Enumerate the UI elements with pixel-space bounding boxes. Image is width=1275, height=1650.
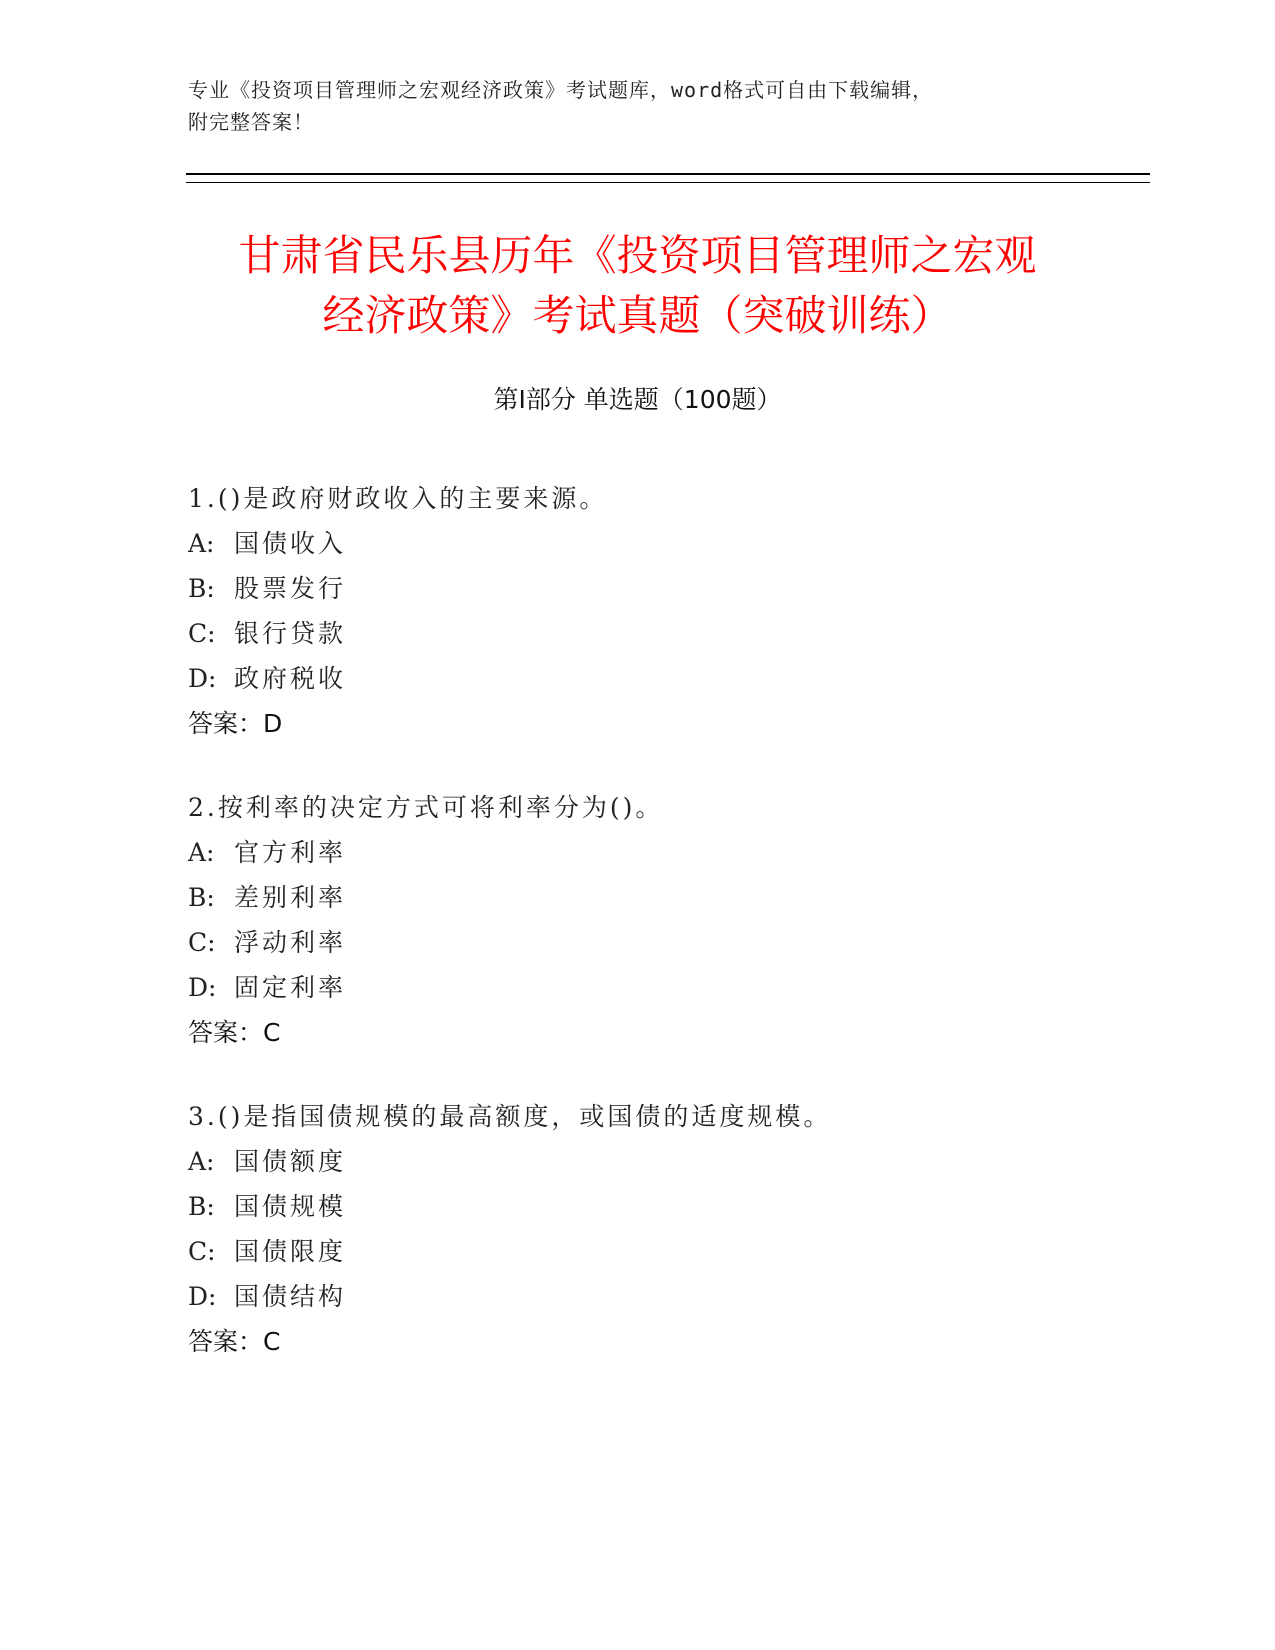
header-divider-thin xyxy=(186,182,1150,183)
option-text: 国债规模 xyxy=(234,1192,347,1221)
option-text: 固定利率 xyxy=(234,973,347,1002)
option-a xyxy=(188,521,1188,566)
header-note-line-2: 附完整答案！ xyxy=(188,110,314,134)
option-c xyxy=(188,611,1188,656)
option-letter: D: xyxy=(188,973,217,1002)
document-title-line-2: 经济政策》考试真题（突破训练） xyxy=(322,291,953,340)
option-letter: D: xyxy=(188,1282,217,1311)
question-list xyxy=(188,476,1188,1403)
section-heading: 第Ⅰ部分 单选题（100题） xyxy=(493,385,782,414)
option-a xyxy=(188,830,1188,875)
question-stem: 3.()是指国债规模的最高额度，或国债的适度规模。 xyxy=(188,1102,832,1131)
option-b xyxy=(188,566,1188,611)
option-letter: A: xyxy=(188,529,215,558)
option-c xyxy=(188,920,1188,965)
option-letter: D: xyxy=(188,664,217,693)
document-title-line-1: 甘肃省民乐县历年《投资项目管理师之宏观 xyxy=(238,231,1037,280)
option-b xyxy=(188,1184,1188,1229)
answer-line: 答案：C xyxy=(188,1327,281,1356)
option-text: 浮动利率 xyxy=(234,928,347,957)
option-text: 国债收入 xyxy=(234,529,347,558)
option-d xyxy=(188,656,1188,701)
header-note-line-1: 专业《投资项目管理师之宏观经济政策》考试题库，word格式可自由下载编辑， xyxy=(188,78,934,102)
option-text: 国债结构 xyxy=(234,1282,347,1311)
option-text: 政府税收 xyxy=(234,664,347,693)
option-letter: A: xyxy=(188,1147,215,1176)
option-c xyxy=(188,1229,1188,1274)
question-3 xyxy=(188,1094,1188,1364)
option-text: 股票发行 xyxy=(234,574,347,603)
option-letter: B: xyxy=(188,883,215,912)
header-divider-thick xyxy=(186,173,1150,175)
option-d xyxy=(188,1274,1188,1319)
question-2 xyxy=(188,785,1188,1055)
option-letter: B: xyxy=(188,1192,215,1221)
header-note xyxy=(188,74,1088,138)
question-1 xyxy=(188,476,1188,746)
question-stem: 1.()是政府财政收入的主要来源。 xyxy=(188,484,608,513)
option-letter: C: xyxy=(188,928,216,957)
option-text: 国债额度 xyxy=(234,1147,347,1176)
option-letter: A: xyxy=(188,838,215,867)
option-text: 国债限度 xyxy=(234,1237,347,1266)
question-stem: 2.按利率的决定方式可将利率分为()。 xyxy=(188,793,664,822)
option-text: 差别利率 xyxy=(234,883,347,912)
option-letter: C: xyxy=(188,619,216,648)
option-text: 银行贷款 xyxy=(234,619,347,648)
option-text: 官方利率 xyxy=(234,838,347,867)
document-title xyxy=(160,226,1115,346)
option-a xyxy=(188,1139,1188,1184)
option-letter: C: xyxy=(188,1237,216,1266)
option-letter: B: xyxy=(188,574,215,603)
option-d xyxy=(188,965,1188,1010)
option-b xyxy=(188,875,1188,920)
answer-line: 答案：D xyxy=(188,709,283,738)
answer-line: 答案：C xyxy=(188,1018,281,1047)
